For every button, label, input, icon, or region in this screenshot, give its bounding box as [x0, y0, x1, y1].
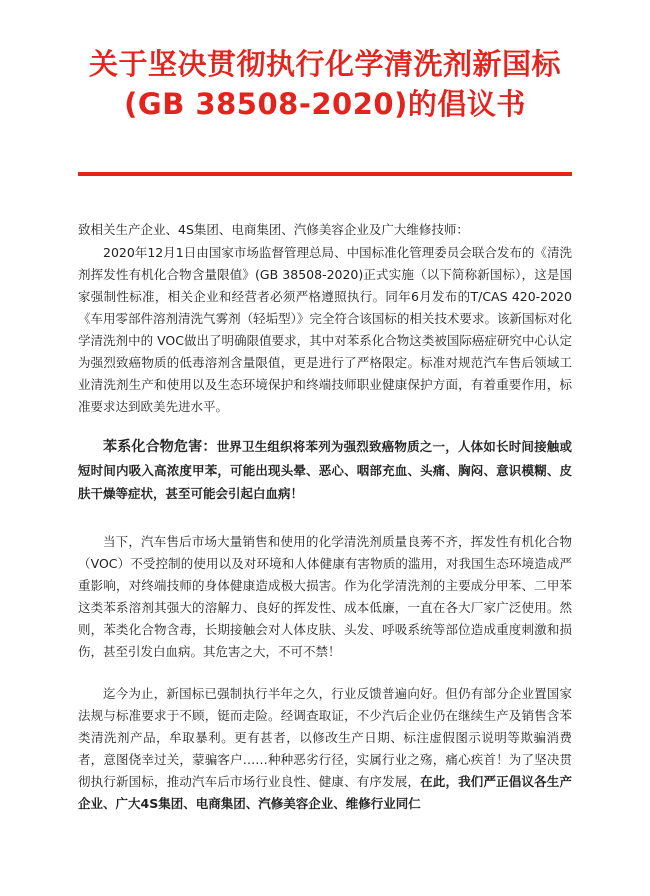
paragraph-benzene-hazard [78, 435, 572, 505]
paragraph-market-status: 当下，汽车售后市场大量销售和使用的化学清洗剂质量良莠不齐，挥发性有机化合物（VOC）不受控制的使用以及对环境和人体健康有害物质的滥用，对我国生态环境造成严重影响，对终端技师的身体健康造成极大损害。作为化学清洗剂的主要成分甲苯、二甲苯这类苯系溶剂其强大的溶解力、良好的挥发性、成本低廉，一直在各大厂家广泛使用。然则，苯类化合物含毒，长期接触会对人体皮肤、头发、呼吸系统等部位造成重度刺激和损伤，甚至引发白血病。其危害之大，不可不禁！ [78, 534, 572, 659]
benzene-hazard-text: 世界卫生组织将苯列为强烈致癌物质之一，人体如长时间接触或短时间内吸入高浓度甲苯，可能出现头晕、恶心、咽部充血、头痛、胸闷、意识模糊、皮肤干燥等症状，甚至可能会引起白血病！ [78, 439, 572, 501]
title-line-2: (GB 38508-2020)的倡议书 [124, 87, 526, 121]
initiative-call-text: 在此，我们严正倡议各生产企业、广大4S集团、电商集团、汽修美容企业、维修行业同仁 [78, 774, 572, 811]
salutation: 致相关生产企业、4S集团、电商集团、汽修美容企业及广大维修技师： [78, 222, 469, 237]
title-line-1: 关于坚决贯彻执行化学清洗剂新国标 [88, 47, 561, 81]
benzene-hazard-label: 苯系化合物危害： [103, 439, 217, 455]
paragraph-initiative [78, 683, 572, 815]
red-divider [78, 172, 572, 176]
document-title [78, 0, 572, 124]
initiative-text: 迄今为止，新国标已强制执行半年之久，行业反馈普遍向好。但仍有部分企业置国家法规与标准要求于不顾，铤而走险。经调查取证，不少汽后企业仍在继续生产及销售含苯类清洗剂产品，牟取暴利。更有甚者，以修改生产日期、标注虚假图示说明等欺骗消费者，意图侥幸过关，蒙骗客户……种种恶劣行径，实属行业之殇，痛心疾首！为了坚决贯彻执行新国标，推动汽车后市场行业良性、健康、有序发展， [78, 686, 572, 789]
paragraph-standard-intro: 2020年12月1日由国家市场监督管理总局、中国标准化管理委员会联合发布的《清洗剂挥发性有机化合物含量限值》(GB 38508-2020)正式实施（以下简称新国标），这是国家强制性标准，相关企业和经营者必须严格遵照执行。同年6月发布的T/CAS 420-2020《车用零部件溶剂清洗气雾剂（轻垢型）》完全符合该国标的相关技术要求。该新国标对化学清洗剂中的 VOC做出了明确限值要求，其中对苯系化合物这类被国际癌症研究中心认定为强烈致癌物质的低毒溶剂含量限值，更是进行了严格限定。标准对规范汽车售后领域工业清洗剂生产和使用以及生态环境保护和终端技师职业健康保护方面，有着重要作用，标准要求达到欧美先进水平。 [78, 245, 572, 414]
